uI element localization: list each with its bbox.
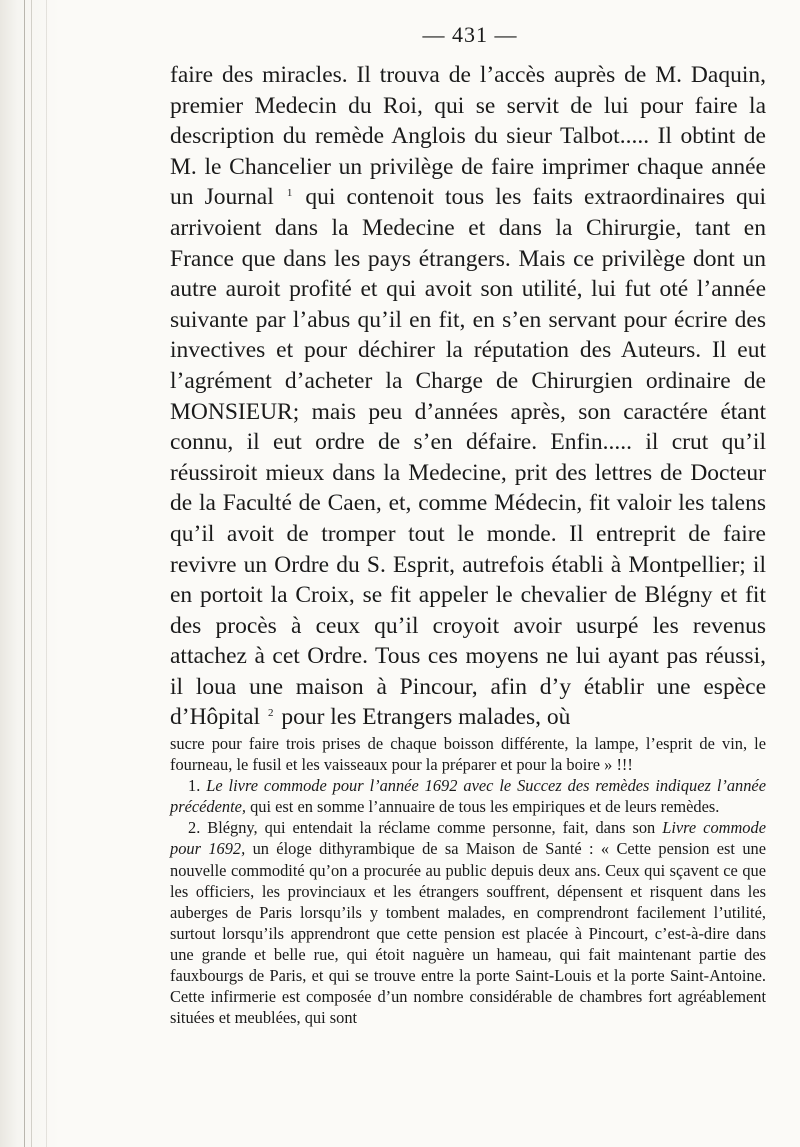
main-text-block bbox=[170, 60, 766, 733]
footnote-ref-1: 1 bbox=[286, 187, 293, 200]
footnote-2-title: Livre commode pour 1692, bbox=[170, 818, 766, 859]
page-fold-line bbox=[31, 0, 32, 1147]
page-number: — 431 — bbox=[422, 22, 518, 47]
footnote-continuation: sucre pour faire trois prises de chaque boisson différente, la lampe, l’esprit de vin, le fourneau, le fusil et les vaisseaux pour la préparer et pour la boire » !!! bbox=[170, 734, 766, 775]
footnote-1 bbox=[170, 775, 766, 817]
main-text-part-2: qui contenoit tous les faits extraordinaires qui arrivoient dans la Medecine et dans la Chirurgie, tant en France que dans les pays étrangers. Mais ce privilège dont un autre auroit profité et qui avoit son utilité, lui fut oté l’année suivante par l’abus qu’il en fit, en s’en servant pour écrire des invectives et pour déchirer la réputation des Auteurs. Il eut l’agrément d’acheter la Charge de Chirurgien ordinaire de MONSIEUR; mais peu d’années après, son caractére étant connu, il eut ordre de s’en défaire. Enfin..... il crut qu’il réussiroit mieux dans la Medecine, prit des lettres de Docteur de la Faculté de Caen, et, comme Médecin, fit valoir les talens qu’il avoit de tromper tout le monde. Il entreprit de faire revivre un Ordre du S. Esprit, autrefois établi à Montpellier; il en portoit la Croix, se fit appeler le chevalier de Blégny et fit des procès à ceux qu’il croyoit avoir usurpé les revenus attachez à cet Ordre. Tous ces moyens ne lui ayant pas réussi, il loua une maison à Pincour, afin d’y établir une espèce d’Hôpital bbox=[170, 184, 766, 731]
footnote-1-text: qui est en somme l’annuaire de tous les empiriques et de leurs remèdes. bbox=[250, 797, 720, 817]
footnote-1-title: Le livre commode pour l’année 1692 avec le Succez des remèdes indiquez l’année précédente, bbox=[170, 776, 766, 817]
page-fold-line bbox=[46, 0, 47, 1147]
footnotes-block bbox=[170, 733, 766, 1028]
footnote-2-number: 2. bbox=[188, 818, 201, 838]
page-fold-line bbox=[24, 0, 25, 1147]
footnote-2 bbox=[170, 817, 766, 1028]
page-gutter-shadow bbox=[0, 0, 60, 1147]
main-text-part-3: pour les Etrangers malades, où bbox=[281, 704, 571, 731]
footnote-2-intro: Blégny, qui entendait la réclame comme personne, fait, dans son bbox=[207, 818, 656, 838]
footnote-1-number: 1. bbox=[188, 776, 201, 796]
main-text-part-1: faire des miracles. Il trouva de l’accès auprès de M. Daquin, premier Medecin du Roi, qui se servit de lui pour faire la description du remède Anglois du sieur Talbot..... Il obtint de M. le Chancelier un privilège de faire imprimer chaque année un Journal bbox=[170, 62, 766, 211]
main-paragraph bbox=[170, 60, 766, 733]
footnote-2-text: un éloge dithyrambique de sa Maison de Santé : « Cette pension est une nouvelle commodité qu’on a procurée au public depuis deux ans. Ceux qui sçavent ce que les officiers, les provinciaux et les étrangers souffrent, dépensent et risquent dans les auberges de Paris lorsqu’ils y tombent malades, en comprendront facilement l’utilité, surtout lorsqu’ils apprendront que cette pension est placée à Pincourt, c’est-à-dire dans une grande et belle rue, qui étoit naguère un hameau, qui fait maintenant partie des fauxbourgs de Paris, et qui se trouve entre la porte Saint-Louis et la porte Saint-Antoine. Cette infirmerie est composée d’un nombre considérable de chambres fort agréablement situées et meublées, qui sont bbox=[170, 839, 766, 1028]
footnote-ref-2: 2 bbox=[267, 707, 274, 720]
